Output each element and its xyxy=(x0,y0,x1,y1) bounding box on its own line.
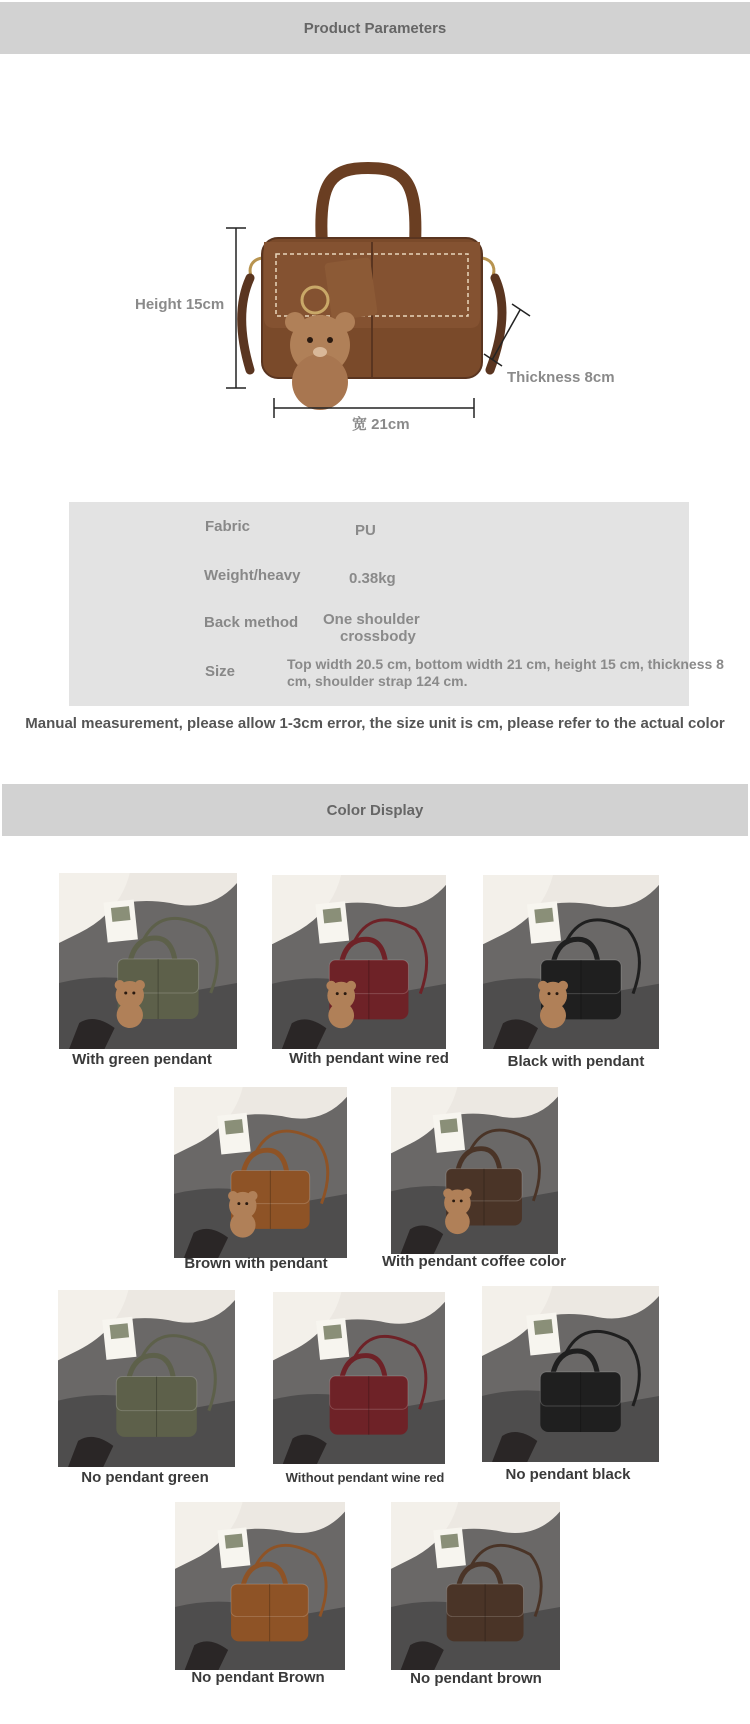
section-title: Color Display xyxy=(326,801,424,819)
color-photo[interactable] xyxy=(391,1087,558,1254)
color-caption: No pendant Brown xyxy=(191,1669,325,1686)
param-label-weight: Weight/heavy xyxy=(204,567,301,584)
param-value-fabric: PU xyxy=(355,522,376,539)
parameter-table xyxy=(69,502,724,706)
param-value-weight: 0.38kg xyxy=(349,570,396,587)
measurement-note: Manual measurement, please allow 1-3cm error, the size unit is cm, please refer to the actual color xyxy=(25,715,725,732)
color-caption: No pendant brown xyxy=(410,1670,542,1687)
section-header-colors xyxy=(2,784,748,836)
color-caption: Without pendant wine red xyxy=(285,1470,445,1485)
param-value-back-method-line2: crossbody xyxy=(340,628,416,645)
param-value-size-line2: cm, shoulder strap 124 cm. xyxy=(287,673,468,689)
param-value-size-line1: Top width 20.5 cm, bottom width 21 cm, height 15 cm, thickness 8 xyxy=(287,656,724,672)
color-photo[interactable] xyxy=(58,1290,235,1467)
param-value-back-method-line1: One shoulder xyxy=(323,611,420,628)
color-photo[interactable] xyxy=(59,873,237,1049)
color-caption: Black with pendant xyxy=(507,1053,645,1070)
color-photo[interactable] xyxy=(175,1502,345,1670)
color-caption: Brown with pendant xyxy=(184,1255,328,1272)
color-photo[interactable] xyxy=(482,1286,659,1462)
color-caption: No pendant green xyxy=(81,1469,209,1486)
height-label: Height 15cm xyxy=(135,296,225,313)
color-caption: With pendant coffee color xyxy=(381,1253,567,1270)
param-label-size: Size xyxy=(205,663,236,680)
section-title: Product Parameters xyxy=(303,19,447,37)
color-photo[interactable] xyxy=(174,1087,347,1258)
color-caption: No pendant black xyxy=(505,1466,631,1483)
main-bag-illustration xyxy=(0,150,750,440)
color-photo[interactable] xyxy=(273,1292,445,1464)
color-photo[interactable] xyxy=(483,875,659,1049)
color-photo[interactable] xyxy=(391,1502,560,1670)
thickness-label: Thickness 8cm xyxy=(507,369,615,386)
color-caption: With pendant wine red xyxy=(289,1050,449,1067)
width-label: 宽 21cm xyxy=(352,416,410,433)
color-photo[interactable] xyxy=(272,875,446,1049)
section-header-params xyxy=(0,2,750,54)
color-caption: With green pendant xyxy=(72,1051,212,1068)
param-label-back-method: Back method xyxy=(204,614,299,631)
param-label-fabric: Fabric xyxy=(205,518,251,535)
